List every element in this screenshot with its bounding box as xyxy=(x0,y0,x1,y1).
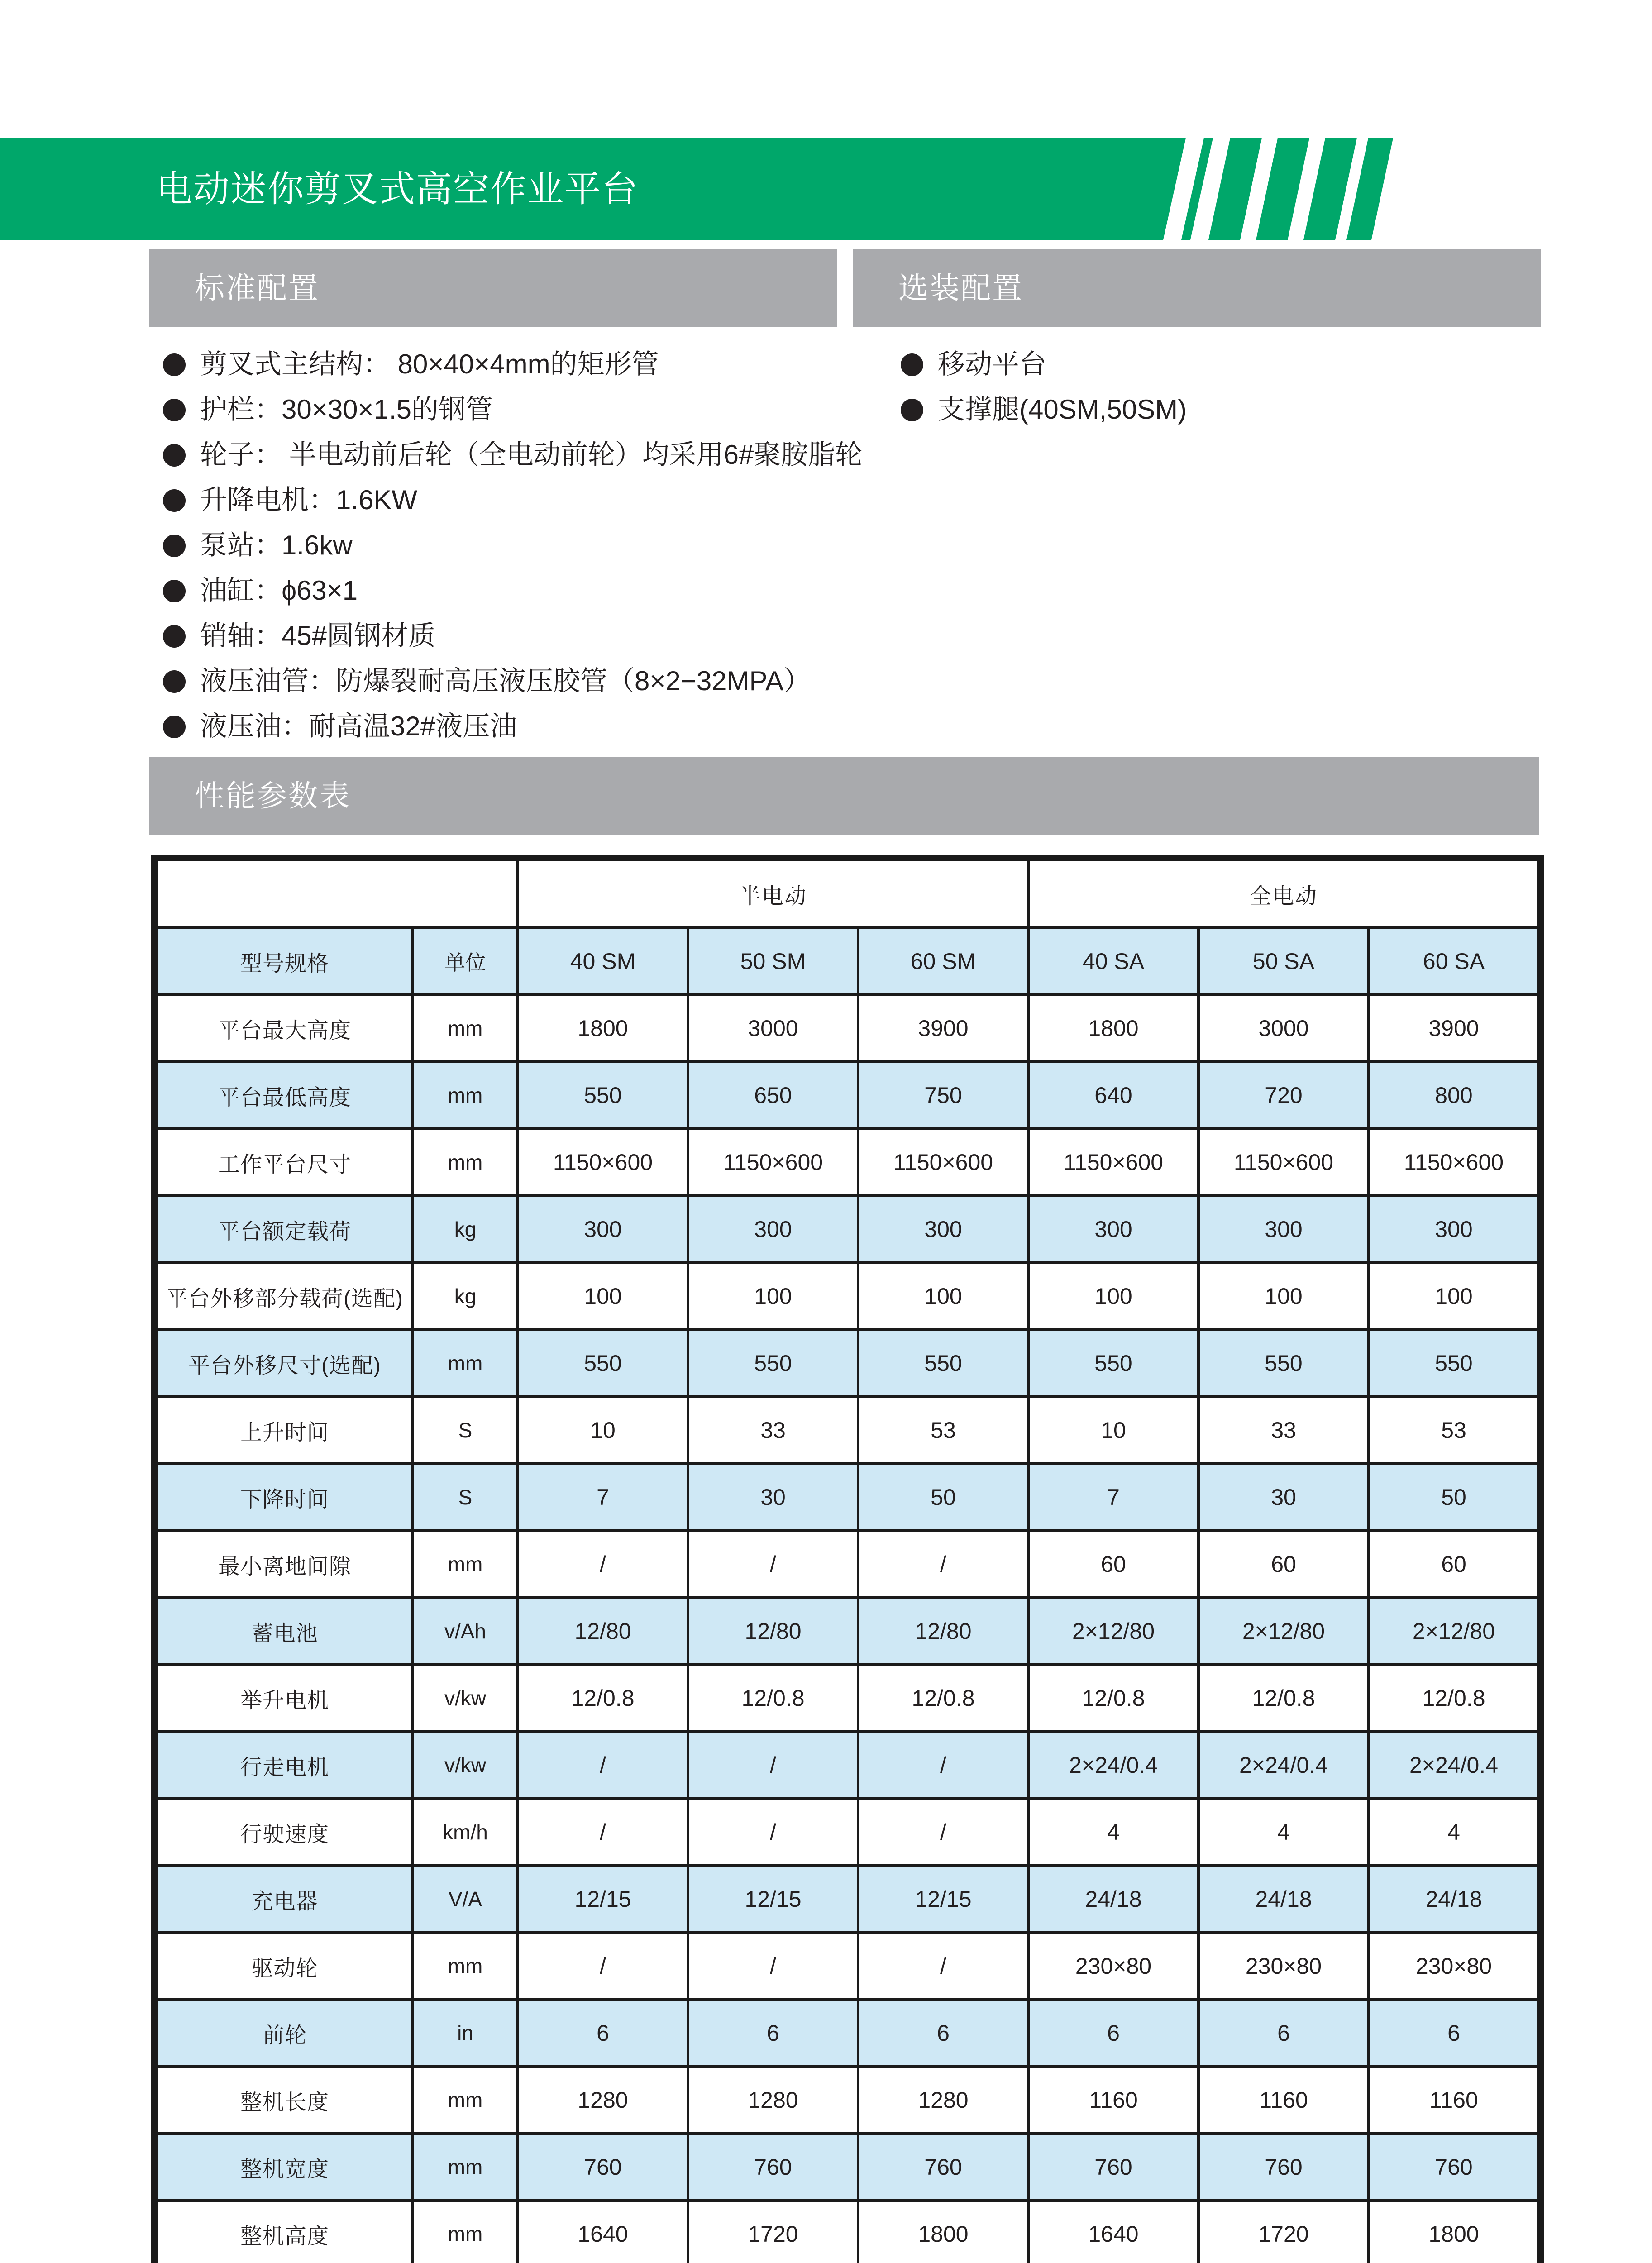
table-cell: 6 xyxy=(518,2000,688,2067)
optional-config-item-text: 移动平台 xyxy=(938,349,1046,379)
table-cell: 300 xyxy=(1198,1196,1369,1263)
standard-config-item xyxy=(163,568,862,613)
table-cell: 2×12/80 xyxy=(1198,1598,1369,1665)
table-cell: 12/0.8 xyxy=(1198,1665,1369,1732)
table-cell: 30 xyxy=(1198,1464,1369,1531)
table-cell: 1150×600 xyxy=(1028,1129,1198,1196)
table-cell: 1280 xyxy=(518,2067,688,2134)
table-cell: 300 xyxy=(518,1196,688,1263)
standard-config-list xyxy=(163,342,862,749)
table-row xyxy=(157,1263,1539,1330)
row-unit: V/A xyxy=(413,1866,518,1933)
row-label: 工作平台尺寸 xyxy=(157,1129,413,1196)
table-cell: 4 xyxy=(1198,1799,1369,1866)
row-label: 驱动轮 xyxy=(157,1933,413,2000)
table-cell: / xyxy=(688,1799,858,1866)
row-unit: v/kw xyxy=(413,1665,518,1732)
table-cell: 750 xyxy=(858,1062,1028,1129)
table-cell: 12/0.8 xyxy=(1028,1665,1198,1732)
table-cell: 12/15 xyxy=(518,1866,688,1933)
standard-config-item xyxy=(163,613,862,659)
performance-table-header: 性能参数表 xyxy=(149,757,1539,835)
table-cell: 33 xyxy=(1198,1397,1369,1464)
table-cell: 100 xyxy=(1028,1263,1198,1330)
bullet-icon xyxy=(163,444,186,467)
row-label: 平台最大高度 xyxy=(157,995,413,1062)
table-cell: 7 xyxy=(518,1464,688,1531)
table-cell: 800 xyxy=(1369,1062,1539,1129)
row-unit: kg xyxy=(413,1263,518,1330)
table-cell: 6 xyxy=(688,2000,858,2067)
table-cell: 4 xyxy=(1028,1799,1198,1866)
column-header-model-name: 40 SA xyxy=(1028,928,1198,995)
table-cell: 550 xyxy=(518,1330,688,1397)
table-cell: 1150×600 xyxy=(688,1129,858,1196)
table-row xyxy=(157,1531,1539,1598)
row-unit: S xyxy=(413,1397,518,1464)
table-cell: 3900 xyxy=(1369,995,1539,1062)
optional-config-header: 选装配置 xyxy=(853,249,1541,327)
row-label: 整机高度 xyxy=(157,2201,413,2263)
table-cell: 1640 xyxy=(1028,2201,1198,2263)
row-label: 行走电机 xyxy=(157,1732,413,1799)
spec-table xyxy=(155,859,1540,2263)
page-title: 电动迷你剪叉式高空作业平台 xyxy=(156,169,639,209)
column-header-model-name: 60 SM xyxy=(858,928,1028,995)
table-cell: / xyxy=(518,1732,688,1799)
table-row xyxy=(157,2067,1539,2134)
row-label: 蓄电池 xyxy=(157,1598,413,1665)
standard-config-header: 标准配置 xyxy=(149,249,837,327)
standard-config-item-text: 油缸：ɸ63×1 xyxy=(200,575,358,606)
bullet-icon xyxy=(163,399,186,421)
column-header-model-name: 40 SM xyxy=(518,928,688,995)
table-cell: 230×80 xyxy=(1198,1933,1369,2000)
table-cell: 60 xyxy=(1198,1531,1369,1598)
row-unit: mm xyxy=(413,1129,518,1196)
table-group-header-row xyxy=(157,860,1539,928)
table-cell: 12/15 xyxy=(688,1866,858,1933)
table-cell: / xyxy=(518,1531,688,1598)
row-unit: mm xyxy=(413,995,518,1062)
row-label: 前轮 xyxy=(157,2000,413,2067)
table-cell: 3000 xyxy=(1198,995,1369,1062)
table-cell: 53 xyxy=(1369,1397,1539,1464)
table-cell: / xyxy=(858,1531,1028,1598)
table-cell: 1280 xyxy=(688,2067,858,2134)
table-cell: 550 xyxy=(1369,1330,1539,1397)
table-cell: 12/80 xyxy=(858,1598,1028,1665)
table-cell: 100 xyxy=(518,1263,688,1330)
table-cell: 1160 xyxy=(1369,2067,1539,2134)
table-cell: 100 xyxy=(688,1263,858,1330)
table-cell: 1160 xyxy=(1028,2067,1198,2134)
table-cell: 3900 xyxy=(858,995,1028,1062)
table-cell: 100 xyxy=(858,1263,1028,1330)
row-label: 整机长度 xyxy=(157,2067,413,2134)
table-row xyxy=(157,1330,1539,1397)
table-cell: 10 xyxy=(1028,1397,1198,1464)
optional-config-item xyxy=(901,342,1187,387)
standard-config-item xyxy=(163,477,862,523)
table-row xyxy=(157,1866,1539,1933)
table-cell: 1280 xyxy=(858,2067,1028,2134)
table-cell: 6 xyxy=(1369,2000,1539,2067)
table-cell: 50 xyxy=(858,1464,1028,1531)
table-cell: / xyxy=(688,1531,858,1598)
group-header-full-electric: 全电动 xyxy=(1028,860,1539,928)
table-cell: 1800 xyxy=(518,995,688,1062)
row-label: 上升时间 xyxy=(157,1397,413,1464)
table-cell: 300 xyxy=(1369,1196,1539,1263)
table-row xyxy=(157,1665,1539,1732)
table-row xyxy=(157,1062,1539,1129)
table-row xyxy=(157,2134,1539,2201)
table-cell: 12/80 xyxy=(688,1598,858,1665)
table-cell: 24/18 xyxy=(1369,1866,1539,1933)
row-label: 举升电机 xyxy=(157,1665,413,1732)
standard-config-item xyxy=(163,342,862,387)
row-unit: S xyxy=(413,1464,518,1531)
table-cell: / xyxy=(688,1732,858,1799)
table-cell: / xyxy=(858,1933,1028,2000)
row-unit: in xyxy=(413,2000,518,2067)
standard-config-item xyxy=(163,704,862,749)
row-unit: mm xyxy=(413,1062,518,1129)
table-row xyxy=(157,1933,1539,2000)
bullet-icon xyxy=(163,580,186,602)
table-cell: 550 xyxy=(858,1330,1028,1397)
row-label: 行驶速度 xyxy=(157,1799,413,1866)
table-cell: 2×24/0.4 xyxy=(1028,1732,1198,1799)
table-cell: 1800 xyxy=(858,2201,1028,2263)
row-label: 充电器 xyxy=(157,1866,413,1933)
row-label: 下降时间 xyxy=(157,1464,413,1531)
table-cell: 1150×600 xyxy=(1198,1129,1369,1196)
row-unit: mm xyxy=(413,2201,518,2263)
table-cell: 1160 xyxy=(1198,2067,1369,2134)
table-cell: 760 xyxy=(1369,2134,1539,2201)
banner-stripe-1 xyxy=(1208,138,1262,240)
standard-config-item-text: 液压油：耐高温32#液压油 xyxy=(200,711,517,741)
row-unit: mm xyxy=(413,1531,518,1598)
row-label: 平台外移部分载荷(选配) xyxy=(157,1263,413,1330)
bullet-icon xyxy=(163,353,186,376)
table-cell: 550 xyxy=(518,1062,688,1129)
table-cell: 1800 xyxy=(1369,2201,1539,2263)
column-header-model-name: 60 SA xyxy=(1369,928,1539,995)
row-unit: mm xyxy=(413,2067,518,2134)
table-cell: 10 xyxy=(518,1397,688,1464)
table-cell: 60 xyxy=(1369,1531,1539,1598)
row-label: 平台外移尺寸(选配) xyxy=(157,1330,413,1397)
spec-table-frame xyxy=(151,855,1544,2263)
bullet-icon xyxy=(163,535,186,557)
table-cell: 24/18 xyxy=(1028,1866,1198,1933)
table-cell: 24/18 xyxy=(1198,1866,1369,1933)
standard-config-item xyxy=(163,523,862,568)
standard-config-item-text: 液压油管：防爆裂耐高压液压胶管（8×2−32MPA） xyxy=(200,666,811,696)
table-cell: 230×80 xyxy=(1028,1933,1198,2000)
table-cell: 12/0.8 xyxy=(688,1665,858,1732)
table-cell: / xyxy=(858,1732,1028,1799)
standard-config-item xyxy=(163,659,862,704)
table-row xyxy=(157,2000,1539,2067)
table-corner-cell xyxy=(157,860,518,928)
table-cell: 720 xyxy=(1198,1062,1369,1129)
table-model-header-row xyxy=(157,928,1539,995)
table-row xyxy=(157,995,1539,1062)
table-cell: 550 xyxy=(688,1330,858,1397)
table-cell: 4 xyxy=(1369,1799,1539,1866)
table-cell: 33 xyxy=(688,1397,858,1464)
table-cell: 760 xyxy=(518,2134,688,2201)
table-cell: 6 xyxy=(1198,2000,1369,2067)
banner-trailing-stripes xyxy=(1190,138,1399,240)
table-cell: / xyxy=(518,1933,688,2000)
row-label: 最小离地间隙 xyxy=(157,1531,413,1598)
table-cell: 12/0.8 xyxy=(518,1665,688,1732)
table-row xyxy=(157,1196,1539,1263)
table-cell: 640 xyxy=(1028,1062,1198,1129)
table-cell: 1150×600 xyxy=(518,1129,688,1196)
table-cell: 7 xyxy=(1028,1464,1198,1531)
table-cell: 12/0.8 xyxy=(858,1665,1028,1732)
table-cell: 6 xyxy=(1028,2000,1198,2067)
table-cell: 50 xyxy=(1369,1464,1539,1531)
table-cell: 1150×600 xyxy=(858,1129,1028,1196)
table-cell: 300 xyxy=(688,1196,858,1263)
table-cell: 2×12/80 xyxy=(1369,1598,1539,1665)
optional-config-item-text: 支撑腿(40SM,50SM) xyxy=(938,394,1187,425)
table-cell: 1640 xyxy=(518,2201,688,2263)
table-cell: 30 xyxy=(688,1464,858,1531)
row-unit: v/kw xyxy=(413,1732,518,1799)
row-unit: km/h xyxy=(413,1799,518,1866)
table-cell: 12/80 xyxy=(518,1598,688,1665)
table-cell: 2×24/0.4 xyxy=(1198,1732,1369,1799)
bullet-icon xyxy=(163,716,186,738)
table-cell: 650 xyxy=(688,1062,858,1129)
table-cell: 12/0.8 xyxy=(1369,1665,1539,1732)
table-cell: 230×80 xyxy=(1369,1933,1539,2000)
table-cell: 2×24/0.4 xyxy=(1369,1732,1539,1799)
table-cell: 6 xyxy=(858,2000,1028,2067)
row-unit: kg xyxy=(413,1196,518,1263)
banner-stripe-3 xyxy=(1303,138,1357,240)
row-unit: mm xyxy=(413,1330,518,1397)
table-cell: 12/15 xyxy=(858,1866,1028,1933)
title-banner xyxy=(0,138,1213,240)
bullet-icon xyxy=(163,489,186,512)
row-unit: v/Ah xyxy=(413,1598,518,1665)
table-row xyxy=(157,1598,1539,1665)
optional-config-item xyxy=(901,387,1187,432)
table-cell: 1720 xyxy=(688,2201,858,2263)
banner-stripe-2 xyxy=(1256,138,1309,240)
standard-config-item xyxy=(163,432,862,477)
column-header-unit: 单位 xyxy=(413,928,518,995)
standard-config-item-text: 升降电机：1.6KW xyxy=(200,485,418,515)
row-label: 整机宽度 xyxy=(157,2134,413,2201)
table-cell: 550 xyxy=(1198,1330,1369,1397)
table-row xyxy=(157,1397,1539,1464)
bullet-icon xyxy=(163,670,186,693)
standard-config-item-text: 护栏：30×30×1.5的钢管 xyxy=(200,394,493,425)
group-header-semi-electric: 半电动 xyxy=(518,860,1028,928)
row-label: 平台最低高度 xyxy=(157,1062,413,1129)
table-cell: 760 xyxy=(1198,2134,1369,2201)
table-cell: 300 xyxy=(858,1196,1028,1263)
bullet-icon xyxy=(901,399,923,421)
table-cell: 300 xyxy=(1028,1196,1198,1263)
row-unit: mm xyxy=(413,2134,518,2201)
optional-config-list xyxy=(901,342,1187,432)
standard-config-item xyxy=(163,387,862,432)
column-header-model-name: 50 SA xyxy=(1198,928,1369,995)
standard-config-item-text: 泵站：1.6kw xyxy=(200,530,353,560)
table-cell: 2×12/80 xyxy=(1028,1598,1198,1665)
row-unit: mm xyxy=(413,1933,518,2000)
table-cell: 760 xyxy=(1028,2134,1198,2201)
row-label: 平台额定载荷 xyxy=(157,1196,413,1263)
table-cell: 760 xyxy=(688,2134,858,2201)
column-header-model-name: 50 SM xyxy=(688,928,858,995)
table-cell: 1800 xyxy=(1028,995,1198,1062)
table-cell: 760 xyxy=(858,2134,1028,2201)
table-cell: / xyxy=(518,1799,688,1866)
table-cell: 1150×600 xyxy=(1369,1129,1539,1196)
standard-config-item-text: 轮子： 半电动前后轮（全电动前轮）均采用6#聚胺脂轮 xyxy=(200,439,863,470)
standard-config-item-text: 剪叉式主结构： 80×40×4mm的矩形管 xyxy=(200,349,659,379)
table-cell: 100 xyxy=(1198,1263,1369,1330)
table-cell: 550 xyxy=(1028,1330,1198,1397)
table-cell: 53 xyxy=(858,1397,1028,1464)
table-row xyxy=(157,1799,1539,1866)
bullet-icon xyxy=(901,353,923,376)
table-cell: 60 xyxy=(1028,1531,1198,1598)
table-cell: / xyxy=(688,1933,858,2000)
table-row xyxy=(157,1732,1539,1799)
table-row xyxy=(157,1129,1539,1196)
table-row xyxy=(157,1464,1539,1531)
bullet-icon xyxy=(163,625,186,648)
table-cell: / xyxy=(858,1799,1028,1866)
standard-config-item-text: 销轴：45#圆钢材质 xyxy=(200,621,436,651)
table-row xyxy=(157,2201,1539,2263)
table-cell: 100 xyxy=(1369,1263,1539,1330)
table-cell: 1720 xyxy=(1198,2201,1369,2263)
table-cell: 3000 xyxy=(688,995,858,1062)
column-header-model: 型号规格 xyxy=(157,928,413,995)
